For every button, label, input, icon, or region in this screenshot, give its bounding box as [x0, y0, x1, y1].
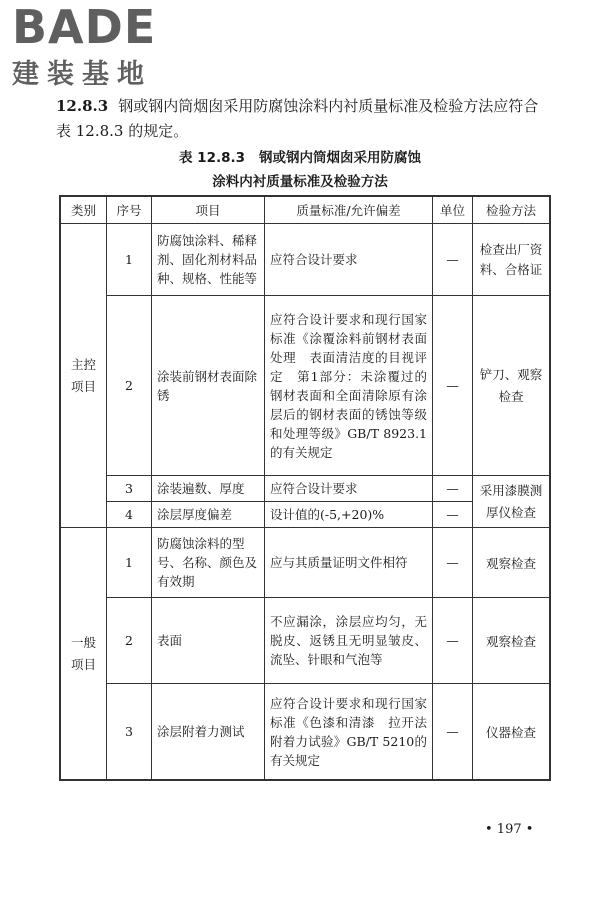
- unit-cell: —: [433, 528, 473, 598]
- item-cell: 涂层厚度偏差: [152, 502, 265, 528]
- unit-cell: —: [433, 684, 473, 780]
- table-caption-title-1: 钢或钢内筒烟囱采用防腐蚀: [259, 150, 422, 166]
- table-caption-line2: 涂料内衬质量标准及检验方法: [212, 174, 388, 190]
- unit-cell: —: [433, 224, 473, 296]
- clause-text: 钢或钢内筒烟囱采用防腐蚀涂料内衬质量标准及检验方法应符合表 12.8.3 的规定。: [56, 97, 539, 140]
- unit-cell: —: [433, 476, 473, 502]
- logo-subtitle: 建装基地: [12, 59, 152, 90]
- method-cell: 检查出厂资料、合格证: [473, 224, 550, 296]
- category-cell: [61, 224, 107, 528]
- page-number: • 197 •: [485, 822, 534, 837]
- table-header-row: [61, 197, 550, 224]
- item-cell: 涂层附着力测试: [152, 684, 265, 780]
- standard-cell: 应符合设计要求: [265, 476, 433, 502]
- method-cell: 采用漆膜测厚仪检查: [473, 476, 550, 528]
- table-row: [61, 224, 550, 296]
- unit-cell: —: [433, 296, 473, 476]
- seq-cell: 3: [107, 684, 152, 780]
- header-seq: 序号: [107, 197, 152, 224]
- clause-paragraph: [56, 94, 546, 144]
- header-unit: 单位: [433, 197, 473, 224]
- logo-brand-text: BADE: [12, 0, 157, 54]
- seq-cell: 1: [107, 224, 152, 296]
- item-cell: 涂装前钢材表面除锈: [152, 296, 265, 476]
- standard-cell: 应符合设计要求和现行国家标准《色漆和清漆 拉开法附着力试验》GB/T 5210的有关规定: [265, 684, 433, 780]
- logo-brand: [12, 0, 182, 54]
- table-row: [61, 476, 550, 502]
- item-cell: 表面: [152, 598, 265, 684]
- item-cell: 涂装遍数、厚度: [152, 476, 265, 502]
- method-cell: 观察检查: [473, 528, 550, 598]
- seq-cell: 4: [107, 502, 152, 528]
- method-cell: 铲刀、观察检查: [473, 296, 550, 476]
- table-row: [61, 598, 550, 684]
- standard-cell: 不应漏涂，涂层应均匀，无脱皮、返锈且无明显皱皮、流坠、针眼和气泡等: [265, 598, 433, 684]
- unit-cell: —: [433, 502, 473, 528]
- header-method: 检验方法: [473, 197, 550, 224]
- table-row: [61, 684, 550, 780]
- item-cell: 防腐蚀涂料的型号、名称、颜色及有效期: [152, 528, 265, 598]
- category-general: 一般项目: [71, 634, 97, 672]
- clause-number: 12.8.3: [56, 97, 109, 115]
- quality-standard-table: [60, 196, 550, 780]
- method-cell: 仪器检查: [473, 684, 550, 780]
- table-caption-line1: [0, 146, 600, 166]
- category-cell: [61, 528, 107, 780]
- seq-cell: 2: [107, 598, 152, 684]
- bade-logo: [12, 0, 182, 90]
- method-cell: 观察检查: [473, 598, 550, 684]
- header-item: 项目: [152, 197, 265, 224]
- standard-cell: 应与其质量证明文件相符: [265, 528, 433, 598]
- standard-cell: 设计值的(-5,+20)%: [265, 502, 433, 528]
- item-cell: 防腐蚀涂料、稀释剂、固化剂材料品种、规格、性能等: [152, 224, 265, 296]
- seq-cell: 3: [107, 476, 152, 502]
- standard-cell: 应符合设计要求和现行国家标准《涂覆涂料前钢材表面处理 表面清洁度的目视评定 第1部分：未涂覆过的钢材表面和全面清除原有涂层后的钢材表面的锈蚀等级和处理等级》GB/T 8923.1的有关规定: [265, 296, 433, 476]
- table-row: [61, 528, 550, 598]
- category-main-control: 主控项目: [71, 356, 97, 394]
- header-category: 类别: [61, 197, 107, 224]
- seq-cell: 1: [107, 528, 152, 598]
- unit-cell: —: [433, 598, 473, 684]
- standard-cell: 应符合设计要求: [265, 224, 433, 296]
- seq-cell: 2: [107, 296, 152, 476]
- table-row: [61, 296, 550, 476]
- header-standard: 质量标准/允许偏差: [265, 197, 433, 224]
- table-caption-number: 表 12.8.3: [178, 150, 246, 166]
